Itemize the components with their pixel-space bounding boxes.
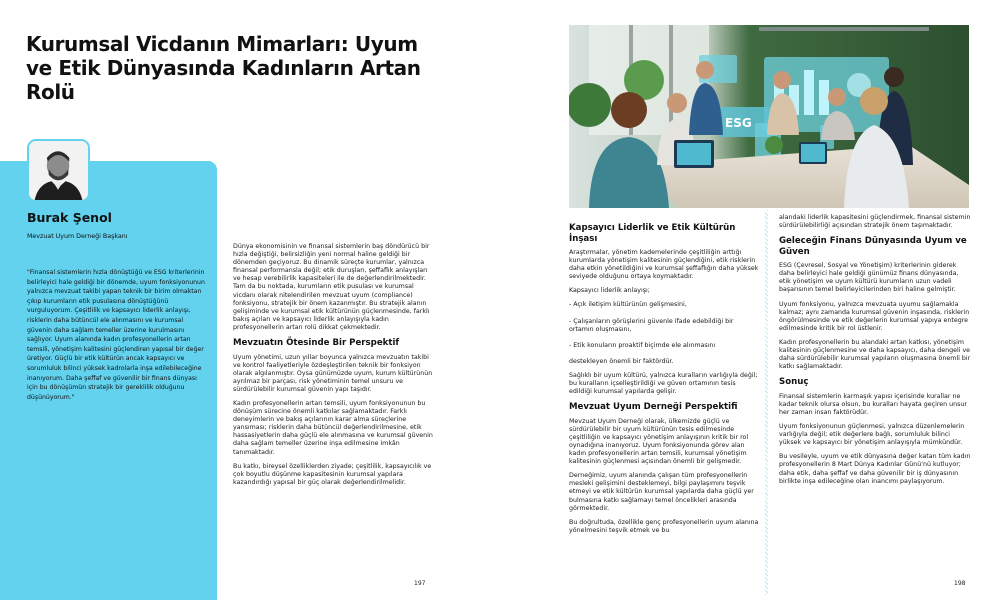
body-paragraph: Finansal sistemlerin karmaşık yapısı içerisinde kurallar ne kadar teknik olursa olsun, bu kuralları hayata geçiren unsur her zaman insan faktörüdür. xyxy=(779,392,967,416)
body-paragraph: ESG (Çevresel, Sosyal ve Yönetişim) kriterlerinin giderek daha belirleyici hale geldiği günümüz finans dünyasında, etik yönetişim ve uyum kültürü kurumların uzun vadeli başarısının temel belirleyicilerinden biri haline gelmiştir. xyxy=(779,262,959,294)
body-paragraph: Uyum fonksiyonu, yalnızca mevzuata uyumu sağlamakla kalmaz; aynı zamanda kurumsal güvenin inşasında, risklerin öngörülmesinde ve etik değerlerin kurumsal yapıya entegre edilmesinde kritik bir rol üstlenir. xyxy=(779,300,970,332)
author-photo xyxy=(27,139,90,202)
right-page-column-a xyxy=(569,222,759,541)
author-role: Mevzuat Uyum Derneği Başkanı xyxy=(27,233,128,240)
body-paragraph: Uyum fonksiyonunun güçlenmesi, yalnızca düzenlemelerin varlığıyla değil; etik değerlere bağlı, sorumluluk bilinci yüksek ve kapsayıcı bir yönetişim anlayışıyla mümkündür. xyxy=(779,423,965,447)
article-title: Kurumsal Vicdanın Mimarları: Uyum ve Etik Dünyasında Kadınların Artan Rolü xyxy=(26,32,421,104)
body-paragraph: Bu katkı, bireysel özelliklerden ziyade; çeşitlilik, kapsayıcılık ve çok boyutlu düşünme kapasitesinin kurumsal yapılara kazandırdığı yapısal bir güç olarak değerlendirilmelidir. xyxy=(233,462,432,486)
section-heading: Sonuç xyxy=(779,377,809,388)
bullet-list xyxy=(569,301,759,349)
person-portrait-icon xyxy=(29,141,88,200)
list-item: - Çalışanların görüşlerini güvenle ifade edebildiği bir ortamın oluşmasını, xyxy=(569,317,734,333)
list-item: - Etik konuların proaktif biçimde ele alınmasını xyxy=(569,341,716,349)
intro-paragraph: Dünya ekonomisinin ve finansal sistemlerin baş döndürücü bir hızla değiştiği, belirsizliğin yeni normal haline geldiği bir dönemden geçiyoruz. Bu dinamik süreçte kurumlar, yalnızca finansal performansla değil; etik duruşları, şeffaflık anlayışları ve hesap verebilirlik kapasiteleri ile de değerlendirilmektedir. Tam da bu noktada, kurumların etik pusulası ve kurumsal vicdanı olarak nitelendirilen mevzuat uyum (compliance) fonksiyonu, stratejik bir önem kazanmıştır. Bu stratejik alanın gelişiminde ve kurumsal etik kültürünün güçlenmesinde, farklı bakış açıları ve kapsayıcı liderlik anlayışıyla kadın profesyonellerin artan rolü dikkat çekmektedir. xyxy=(233,243,430,331)
body-paragraph: alandaki liderlik kapasitesini güçlendirmek, finansal sistemin sürdürülebilirliği açısından stratejik önem taşımaktadır. xyxy=(779,214,971,230)
column-divider xyxy=(765,210,768,595)
body-paragraph: Bu vesileyle, uyum ve etik dünyasına değer katan tüm kadın profesyonellerin 8 Mart Dünya Kadınlar Günü'nü kutluyor; daha etik, daha şeffaf ve daha güvenilir bir iş dünyasının birlikte inşa edileceğine olan inancımı paylaşıyorum. xyxy=(779,453,971,485)
right-page-column-b xyxy=(779,214,971,492)
left-page-column xyxy=(233,243,433,493)
section-heading: Mevzuatın Ötesinde Bir Perspektif xyxy=(233,338,400,349)
page-number-right: 198 xyxy=(954,580,966,587)
body-paragraph: Uyum yönetimi, uzun yıllar boyunca yalnızca mevzuatın takibi ve kontrol faaliyetleriyle özdeşleştirilen teknik bir fonksiyon olarak algılanmıştır. Oysa günümüzde uyum, kurum kültürünün ayrılmaz bir parçası, risk yönetiminin temel unsuru ve sürdürülebilir kurumsal güvenin yapı taşıdır. xyxy=(233,353,433,393)
meeting-illustration xyxy=(569,25,969,208)
body-paragraph: destekleyen önemli bir faktördür. xyxy=(569,357,674,365)
list-item: - Açık iletişim kültürünün gelişmesini, xyxy=(569,301,687,309)
section-heading: Mevzuat Uyum Derneği Perspektifi xyxy=(569,402,738,413)
body-paragraph: Araştırmalar, yönetim kademelerinde çeşitliliğin arttığı kurumlarda yönetişim kalitesinin güçlendiğini, etik risklerin daha etkin yönetildiğini ve kurumsal şeffaflığın daha yüksek seviyede olduğunu ortaya koymaktadır. xyxy=(569,249,759,281)
hero-image xyxy=(569,25,969,208)
body-paragraph: Sağlıklı bir uyum kültürü, yalnızca kuralların varlığıyla değil; bu kuralların içselleştirildiği ve güven ortamının tesis edildiği kurumsal yapılarda gelişir. xyxy=(569,371,758,396)
esg-overlay-label: ESG xyxy=(725,116,752,130)
body-paragraph: Mevzuat Uyum Derneği olarak, ülkemizde güçlü ve sürdürülebilir bir uyum kültürünün tesis edilmesinde çeşitliliğin ve kapsayıcı yönetişim anlayışının kritik bir rol oynadığına inanıyoruz. Uyum fonksiyonunda görev alan kadın profesyonellerin artan temsili, kurumsal yönetişim kalitesinin güçlenmesi açısından önemli bir gelişmedir. xyxy=(569,417,749,466)
author-quote: "Finansal sistemlerin hızla dönüştüğü ve ESG kriterlerinin belirleyici hale geldiği bir dönemde, uyum fonksiyonunun yalnızca mevzuat takibi yapan teknik bir birim olmaktan çıkıp kurumların etik pusulasına dönüştüğünü vurguluyorum. Çeşitlilik ve kapsayıcı liderlik anlayışı, risklerin daha bütüncül ele alınmasını ve kurumsal güvenin daha sağlam temeller üzerine kurulmasını sağlıyor. Uyum alanında kadın profesyonellerin artan temsili, yönetişim kalitesini güçlendiren yapısal bir değer üretiyor. Güçlü bir etik kültürün ancak kapsayıcı ve sorumluluk bilinci yüksek kadrolarla inşa edilebileceğine inanıyorum. Daha şeffaf ve güvenilir bir finans dünyası için bu dönüşümün stratejik bir gereklilik olduğunu düşünüyorum." xyxy=(27,269,205,401)
section-heading: Geleceğin Finans Dünyasında Uyum ve Güven xyxy=(779,236,967,257)
author-name: Burak Şenol xyxy=(27,210,112,225)
body-paragraph: Kadın profesyonellerin artan temsili, uyum fonksiyonunun bu dönüşüm sürecine önemli katkılar sağlamaktadır. Farklı deneyimlerin ve bakış açılarının karar alma süreçlerine yansıması; risklerin daha bütüncül değerlendirilmesine, etik hassasiyetlerin daha güçlü ele alınmasına ve kurumsal güvenin daha sağlam temeller üzerine inşa edilmesine imkân tanımaktadır. xyxy=(233,400,433,456)
body-paragraph: Kadın profesyonellerin bu alandaki artan katkısı, yönetişim kalitesinin güçlenmesine ve daha kapsayıcı, daha dengeli ve daha sürdürülebilir kurumsal yapıların oluşmasına önemli bir katkı sağlamaktadır. xyxy=(779,338,971,371)
body-paragraph: Derneğimiz, uyum alanında çalışan tüm profesyonellerin mesleki gelişimini desteklemeyi, bilgi paylaşımını teşvik etmeyi ve etik kültürün kurumsal yapılarda daha güçlü yer bulmasına katkı sağlamayı temel öncelikleri arasında görmektedir. xyxy=(569,472,754,512)
section-heading: Kapsayıcı Liderlik ve Etik Kültürün İnşası xyxy=(569,223,736,244)
body-paragraph: Kapsayıcı liderlik anlayışı; xyxy=(569,287,650,295)
page-number-left: 197 xyxy=(414,580,426,587)
body-paragraph: Bu doğrultuda, özellikle genç profesyonellerin uyum alanına yönelmesini teşvik etmek ve bu xyxy=(569,518,759,534)
